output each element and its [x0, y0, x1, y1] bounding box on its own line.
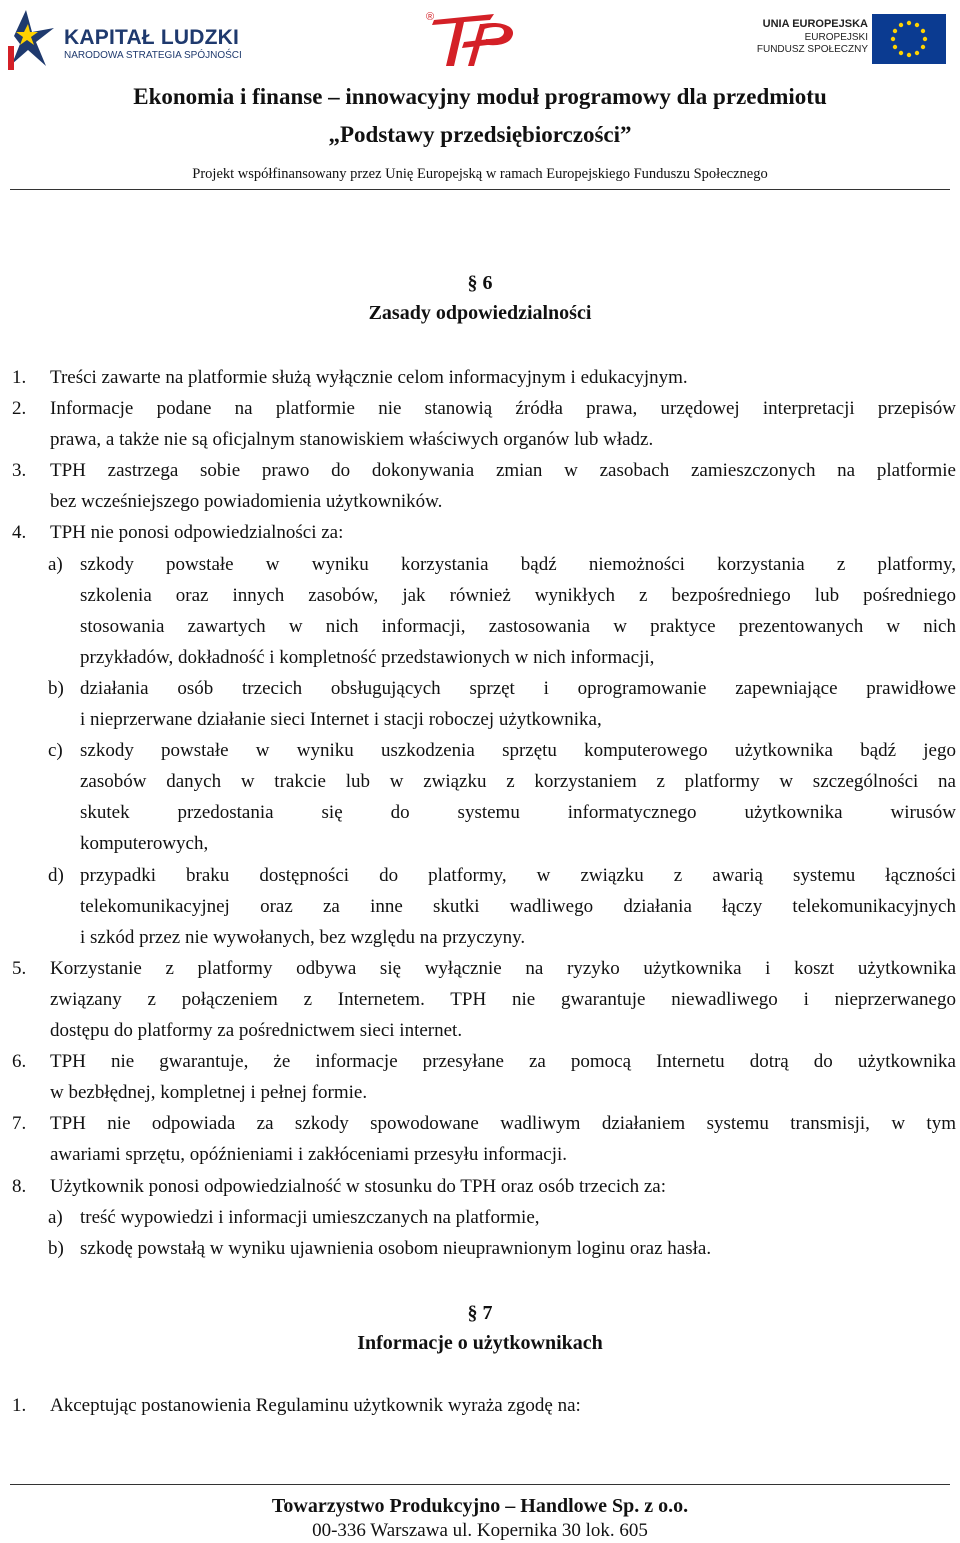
- tph-logo-mark: [424, 6, 524, 70]
- svg-text:TPH: TPH: [424, 6, 426, 7]
- item-number: 1.: [12, 367, 27, 388]
- item-number: 6.: [12, 1051, 27, 1072]
- subitem-text: i szkód przez nie wywołanych, bez względu na przyczyny.: [80, 927, 526, 948]
- project-note: Projekt współfinansowany przez Unię Europejską w ramach Europejskiego Funduszu Społecznego: [192, 166, 768, 182]
- subitem-letter: a): [48, 554, 63, 575]
- document-title-line1: Ekonomia i finanse – innowacyjny moduł programowy dla przedmiotu: [133, 84, 827, 109]
- subitem-text: szkody powstałe w wyniku korzystania bądź niemożności korzystania z platformy,: [80, 554, 956, 575]
- subitem-letter: d): [48, 865, 64, 886]
- item-text: związany z połączeniem z Internetem. TPH nie gwarantuje niewadliwego i nieprzerwanego: [50, 989, 956, 1010]
- section-7-title: Informacje o użytkownikach: [357, 1332, 603, 1354]
- subitem-text: działania osób trzecich obsługujących sprzęt i oprogramowanie zapewniające prawidłowe: [80, 678, 956, 699]
- item-text: Informacje podane na platformie nie stanowią źródła prawa, urzędowej interpretacji przepisów: [50, 398, 956, 419]
- item-number: 2.: [12, 398, 27, 419]
- eu-flag-icon: [872, 14, 946, 64]
- subitem-text: treść wypowiedzi i informacji umieszczanych na platformie,: [80, 1207, 540, 1228]
- footer-divider: [10, 1484, 950, 1485]
- eu-logo-line1: UNIA EUROPEJSKA: [762, 18, 868, 30]
- eu-logo-line3: FUNDUSZ SPOŁECZNY: [756, 44, 868, 55]
- kapital-ludzki-subtitle: NARODOWA STRATEGIA SPÓJNOŚCI: [64, 50, 242, 61]
- kapital-ludzki-title: KAPITAŁ LUDZKI: [64, 26, 240, 49]
- item-text: Treści zawarte na platformie służą wyłącznie celom informacyjnym i edukacyjnym.: [50, 367, 688, 388]
- item-number: 7.: [12, 1113, 27, 1134]
- subitem-text: szkody powstałe w wyniku uszkodzenia sprzętu komputerowego użytkownika bądź jego: [80, 740, 956, 761]
- section-6-title: Zasady odpowiedzialności: [368, 302, 592, 324]
- eu-logo-line2: EUROPEJSKI: [804, 32, 868, 43]
- subitem-text: telekomunikacyjnej oraz za inne skutki wadliwego działania łączy telekomunikacyjnych: [80, 896, 956, 917]
- header-divider: [10, 189, 950, 190]
- subitem-text: szkolenia oraz innych zasobów, jak również wynikłych z bezpośredniego lub pośredniego: [80, 585, 956, 606]
- document-title-line2: „Podstawy przedsiębiorczości”: [328, 122, 632, 147]
- item-text: Korzystanie z platformy odbywa się wyłącznie na ryzyko użytkownika i koszt użytkownika: [50, 958, 956, 979]
- item-number: 5.: [12, 958, 27, 979]
- subitem-text: komputerowych,: [80, 833, 209, 854]
- subitem-text: stosowania zawartych w nich informacji, zastosowania w praktyce prezentowanych w nich: [80, 616, 956, 637]
- item-number: 3.: [12, 460, 27, 481]
- footer-address: 00-336 Warszawa ul. Kopernika 30 lok. 605: [312, 1520, 648, 1541]
- item-text: TPH zastrzega sobie prawo do dokonywania zmian w zasobach zamieszczonych na platformie: [50, 460, 956, 481]
- item-text: Użytkownik ponosi odpowiedzialność w stosunku do TPH oraz osób trzecich za:: [50, 1176, 666, 1197]
- svg-text:®: ®: [426, 11, 435, 23]
- tph-logo: [424, 6, 524, 70]
- item-text: TPH nie odpowiada za szkody spowodowane wadliwym działaniem systemu transmisji, w tym: [50, 1113, 956, 1134]
- kapital-ludzki-icon: [6, 6, 58, 72]
- page-header: [0, 0, 960, 190]
- subitem-letter: c): [48, 740, 63, 761]
- eu-logo: [752, 10, 952, 66]
- subitem-text: zasobów danych w trakcie lub w związku z korzystaniem z platformy w szczególności na: [80, 771, 956, 792]
- item-text: TPH nie ponosi odpowiedzialności za:: [50, 522, 344, 543]
- item-text: TPH nie gwarantuje, że informacje przesyłane za pomocą Internetu dotrą do użytkownika: [50, 1051, 956, 1072]
- subitem-text: skutek przedostania się do systemu informatycznego użytkownika wirusów: [80, 802, 956, 823]
- subitem-letter: b): [48, 1238, 64, 1259]
- subitem-text: przykładów, dokładność i kompletność przedstawionych w nich informacji,: [80, 647, 655, 668]
- item-text: prawa, a także nie są oficjalnym stanowiskiem właściwych organów lub władz.: [50, 429, 654, 450]
- item-text: bez wcześniejszego powiadomienia użytkowników.: [50, 491, 443, 512]
- item-text: w bezbłędnej, kompletnej i pełnej formie.: [50, 1082, 368, 1103]
- section-7-number: § 7: [467, 1302, 493, 1324]
- item-number: 4.: [12, 522, 27, 543]
- subitem-text: przypadki braku dostępności do platformy, w związku z awarią systemu łączności: [80, 865, 956, 886]
- subitem-letter: a): [48, 1207, 63, 1228]
- item-text: Akceptując postanowienia Regulaminu użytkownik wyraża zgodę na:: [50, 1395, 581, 1416]
- item-number: 1.: [12, 1395, 27, 1416]
- subitem-text: i nieprzerwane działanie sieci Internet i stacji roboczej użytkownika,: [80, 709, 602, 730]
- kapital-ludzki-logo: [6, 6, 242, 72]
- subitem-letter: b): [48, 678, 64, 699]
- section-6-number: § 6: [467, 272, 493, 294]
- subitem-text: szkodę powstałą w wyniku ujawnienia osobom nieuprawnionym loginu oraz hasła.: [80, 1238, 712, 1259]
- item-number: 8.: [12, 1176, 27, 1197]
- item-text: dostępu do platformy za pośrednictwem sieci internet.: [50, 1020, 463, 1041]
- footer-company: Towarzystwo Produkcyjno – Handlowe Sp. z o.o.: [271, 1495, 689, 1517]
- item-text: awariami sprzętu, opóźnieniami i zakłóceniami przesyłu informacji.: [50, 1144, 568, 1165]
